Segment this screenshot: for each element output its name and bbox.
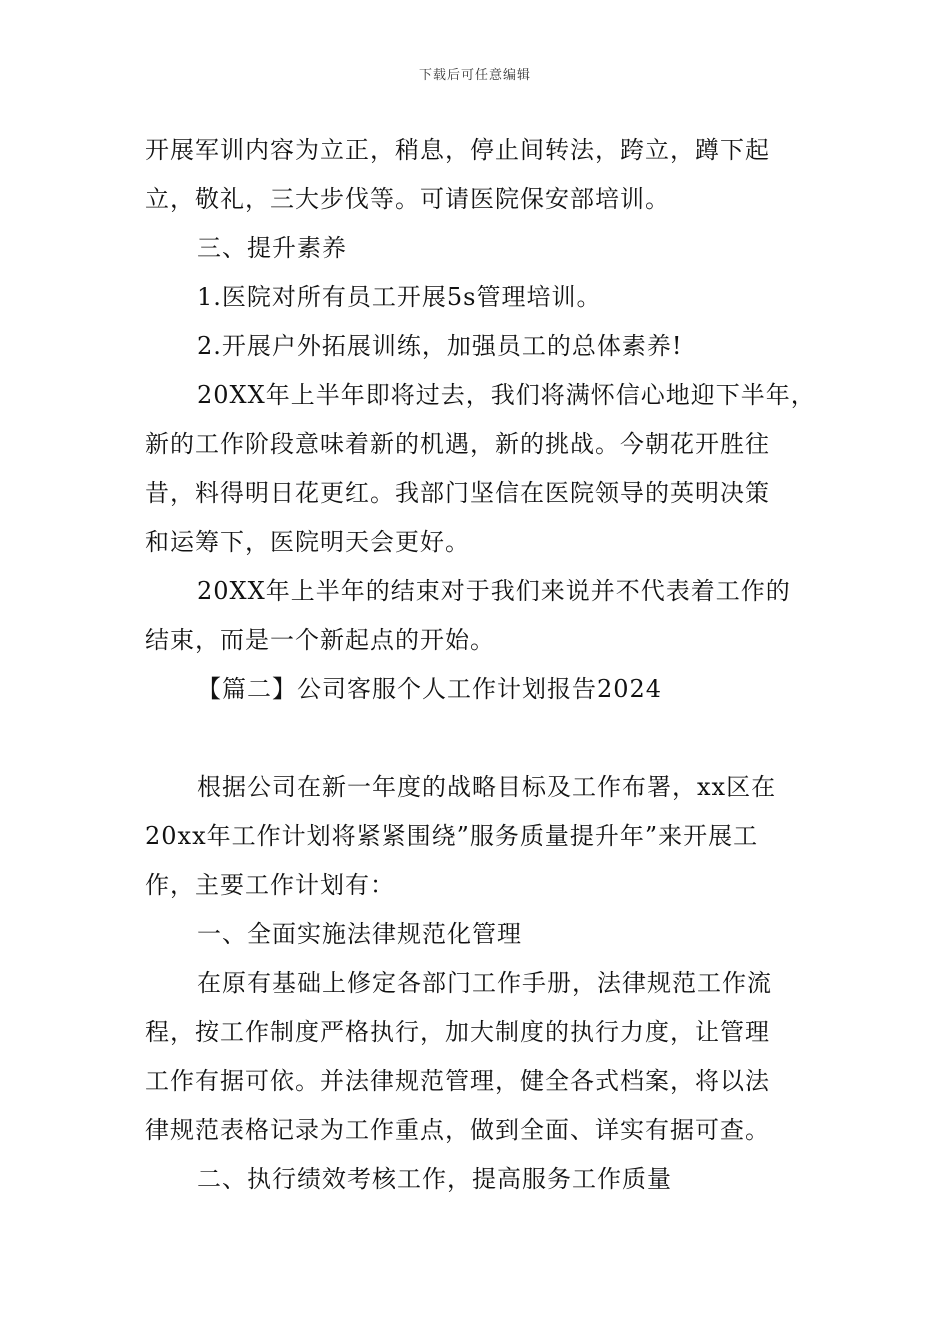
page-header: 下载后可任意编辑: [418, 68, 531, 83]
paragraph-line: 在原有基础上修定各部门工作手册，法律规范工作流: [197, 969, 772, 997]
paragraph-line: 昔，料得明日花更红。我部门坚信在医院领导的英明决策: [145, 479, 770, 507]
section-heading: 一、全面实施法律规范化管理: [197, 920, 522, 948]
paragraph-line: 程，按工作制度严格执行，加大制度的执行力度，让管理: [145, 1018, 770, 1046]
paragraph-line: 开展军训内容为立正，稍息，停止间转法，跨立，蹲下起: [145, 136, 770, 164]
paragraph-line: 结束，而是一个新起点的开始。: [145, 626, 495, 654]
paragraph-line: 律规范表格记录为工作重点，做到全面、详实有据可查。: [145, 1116, 770, 1144]
paragraph-line: 20xx年工作计划将紧紧围绕”服务质量提升年”来开展工: [145, 822, 759, 850]
list-item: 1.医院对所有员工开展5s管理培训。: [197, 283, 602, 311]
paragraph-line: 立，敬礼，三大步伐等。可请医院保安部培训。: [145, 185, 670, 213]
paragraph-line: 根据公司在新一年度的战略目标及工作布署，xx区在: [197, 773, 777, 801]
paragraph-line: 20XX年上半年的结束对于我们来说并不代表着工作的: [197, 577, 791, 605]
list-item: 2.开展户外拓展训练，加强员工的总体素养!: [197, 332, 683, 360]
paragraph-line: 20XX年上半年即将过去，我们将满怀信心地迎下半年，: [197, 381, 816, 409]
paragraph-line: 和运筹下，医院明天会更好。: [145, 528, 470, 556]
paragraph-line: 新的工作阶段意味着新的机遇，新的挑战。今朝花开胜往: [145, 430, 770, 458]
section-heading: 二、执行绩效考核工作，提高服务工作质量: [197, 1165, 672, 1193]
blank-line: [145, 714, 825, 763]
document-body: [145, 126, 825, 1204]
paragraph-line: 作，主要工作计划有：: [145, 871, 395, 899]
paragraph-line: 工作有据可依。并法律规范管理，健全各式档案，将以法: [145, 1067, 770, 1095]
section-heading: 三、提升素养: [197, 234, 347, 262]
chapter-title: 【篇二】公司客服个人工作计划报告2024: [197, 675, 663, 703]
